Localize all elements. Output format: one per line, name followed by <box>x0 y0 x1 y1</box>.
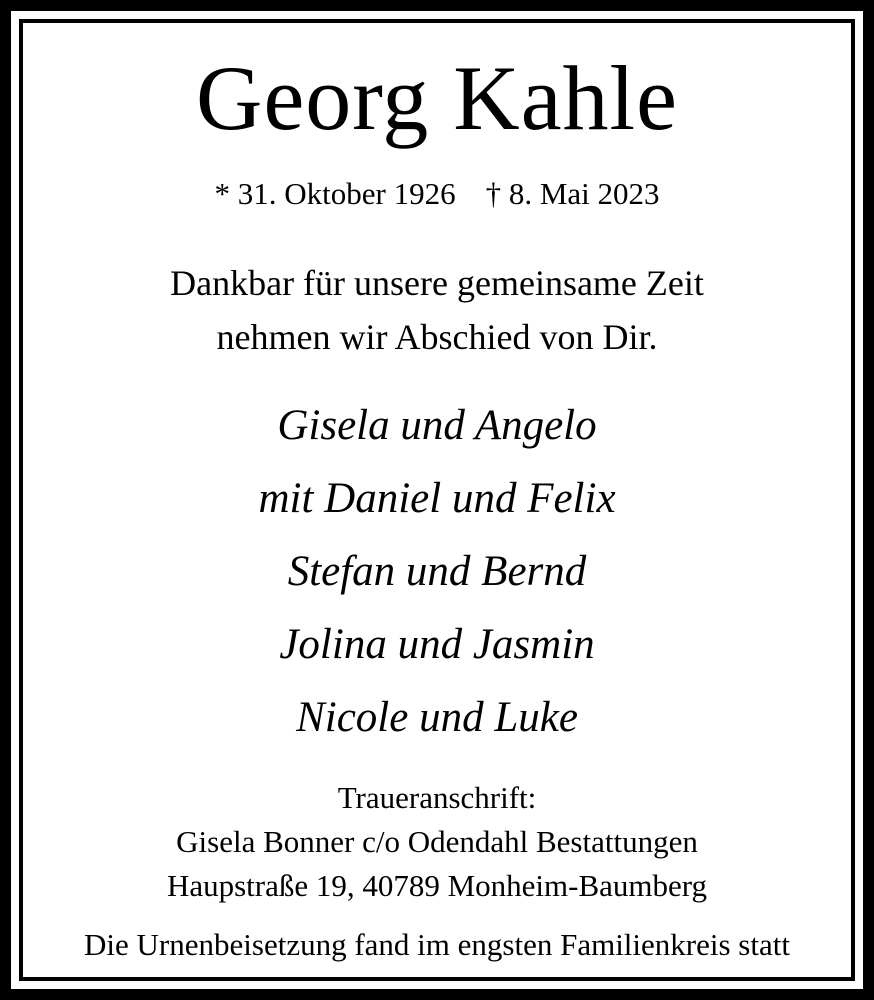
birth-date: * 31. Oktober 1926 <box>214 176 456 212</box>
death-date: † 8. Mai 2023 <box>485 176 660 212</box>
mourner-line: Nicole und Luke <box>296 694 578 742</box>
closing-note: Die Urnenbeisetzung fand im engsten Familienkreis statt <box>84 927 790 963</box>
address-line: Gisela Bonner c/o Odendahl Bestattungen <box>176 823 698 859</box>
mourner-line: Jolina und Jasmin <box>279 621 595 669</box>
mourner-line: Gisela und Angelo <box>277 402 597 450</box>
mourner-line: mit Daniel und Felix <box>258 475 616 523</box>
address-line: Haupstraße 19, 40789 Monheim-Baumberg <box>166 867 708 903</box>
life-dates <box>214 176 659 212</box>
tribute-text <box>170 256 704 365</box>
tribute-line-1: Dankbar für unsere gemeinsame Zeit <box>170 262 704 303</box>
notice-content <box>23 23 851 977</box>
mourners-list <box>258 389 615 754</box>
mourning-address <box>167 776 707 907</box>
deceased-name: Georg Kahle <box>196 47 678 149</box>
mourner-line: Stefan und Bernd <box>287 548 587 596</box>
tribute-line-2: nehmen wir Abschied von Dir. <box>216 317 658 358</box>
address-heading: Traueranschrift: <box>337 780 537 816</box>
